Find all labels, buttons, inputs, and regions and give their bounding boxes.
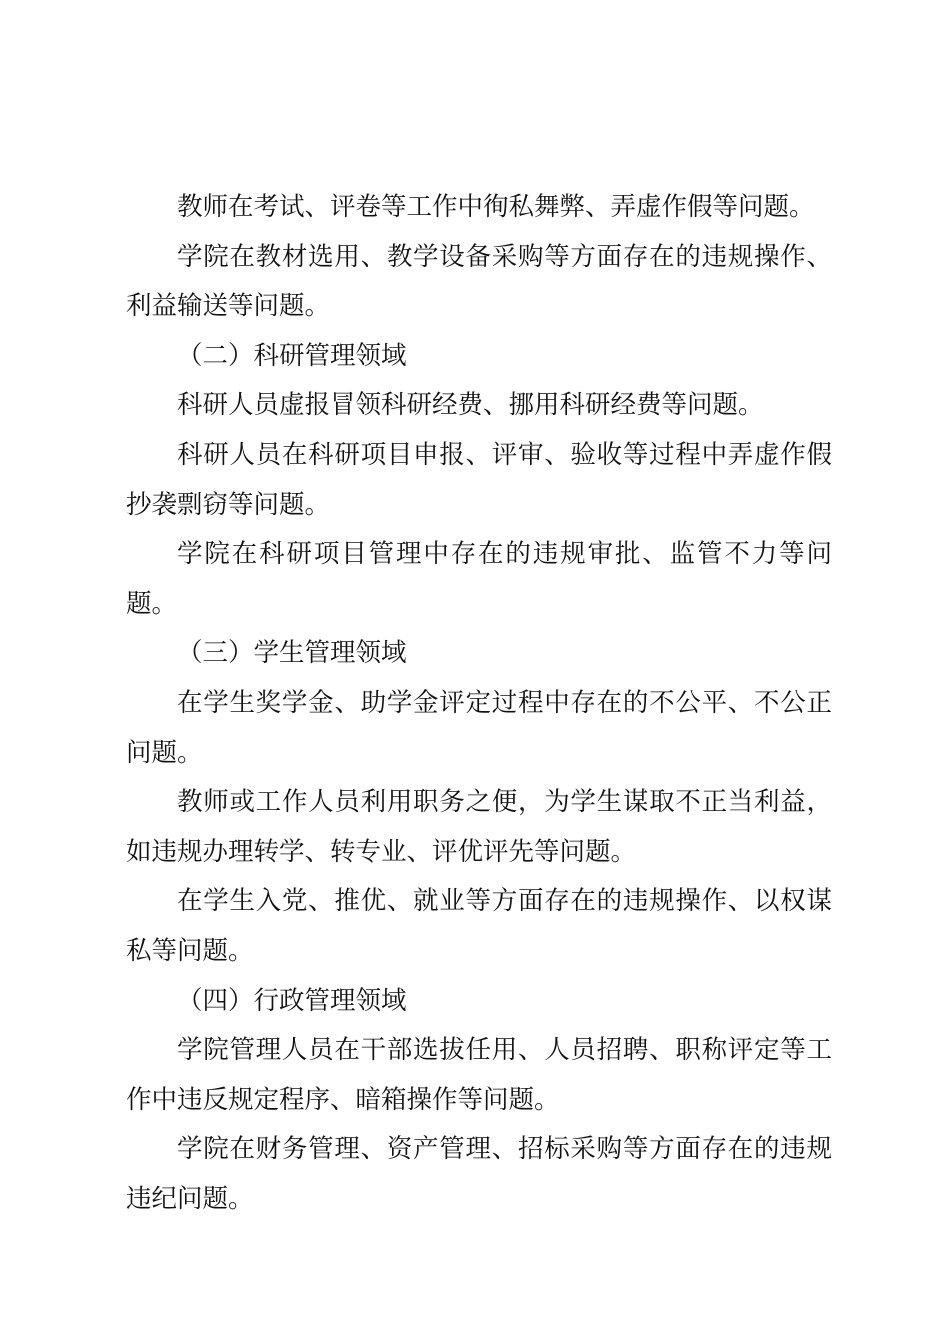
section-heading: （四）行政管理领域 bbox=[177, 985, 407, 1016]
document-body bbox=[126, 183, 832, 1224]
paragraph: 学院在科研项目管理中存在的违规审批、监管不力等问题。 bbox=[126, 539, 832, 619]
section-heading: （三）学生管理领域 bbox=[177, 638, 407, 669]
paragraph: 学院管理人员在干部选拔任用、人员招聘、职称评定等工作中违反规定程序、暗箱操作等问题。 bbox=[126, 1035, 832, 1115]
paragraph: 科研人员在科研项目申报、评审、验收等过程中弄虚作假抄袭剽窃等问题。 bbox=[126, 439, 832, 520]
paragraph: 学院在教材选用、教学设备采购等方面存在的违规操作、利益输送等问题。 bbox=[126, 241, 832, 322]
paragraph: 学院在财务管理、资产管理、招标采购等方面存在的违规违纪问题。 bbox=[126, 1134, 832, 1214]
paragraph: 教师在考试、评卷等工作中徇私舞弊、弄虚作假等问题。 bbox=[177, 192, 815, 222]
paragraph: 在学生入党、推优、就业等方面存在的违规操作、以权谋私等问题。 bbox=[126, 886, 832, 966]
paragraph: 科研人员虚报冒领科研经费、挪用科研经费等问题。 bbox=[177, 390, 764, 421]
paragraph: 在学生奖学金、助学金评定过程中存在的不公平、不公正问题。 bbox=[126, 687, 832, 768]
section-heading: （二）科研管理领域 bbox=[177, 340, 407, 371]
paragraph: 教师或工作人员利用职务之便，为学生谋取不正当利益，如违规办理转学、转专业、评优评先等问题。 bbox=[126, 787, 832, 867]
